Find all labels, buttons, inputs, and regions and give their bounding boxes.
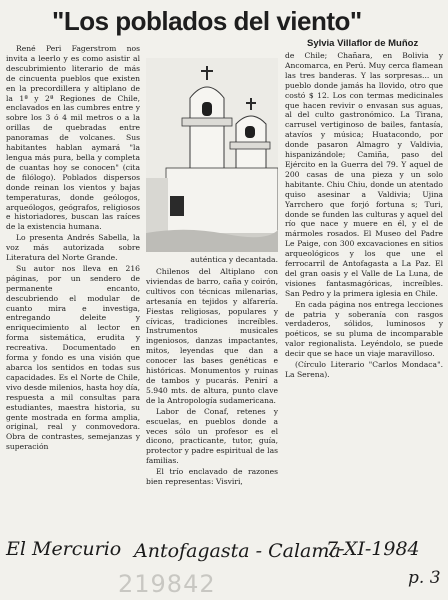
archive-stamp: 219842 xyxy=(118,570,216,598)
church-photo xyxy=(146,58,278,252)
paragraph: En cada página nos entrega lecciones de patria y soberanía con rasgos verdaderos, sólidos, luminosos y poéticos, se su pluma de incomparable valor regionalista. Leyéndolo, se puede decir que se hace un viaje maravilloso. xyxy=(285,299,443,359)
annotation-city: Antofagasta - Calama xyxy=(134,540,341,562)
paragraph: Chilenos del Altiplano con viviendas de barro, caña y coirón, cultivos con técnicas milenarias, artesanía en tejidos y alfarería. Fiestas religiosas, populares y cívicas, tradiciones increíbles. Instrumentos musicales ingeniosos, danzas impactantes, mitos, leyendas que dan a conocer las bases genéticas e históricas. Monumentos y ruinas de tambos y pucarás. Penirí a 5.940 mts. de altura, punto clave de la Antropología sudamericana. xyxy=(146,267,278,405)
paragraph: El trío enclavado de razones bien representas: Visviri, xyxy=(146,467,278,487)
text-column-1 xyxy=(6,44,140,534)
church-illustration xyxy=(146,58,278,252)
annotation-date: 7-XI-1984 xyxy=(326,538,420,560)
photo-caption: auténtica y decantada. xyxy=(190,255,278,264)
paragraph: Lo presenta Andrés Sabella, la voz más autorizada sobre Literatura del Norte Grande. xyxy=(6,233,140,263)
paragraph: Labor de Conaf, retenes y escuelas, en pueblos donde a veces sólo un profesor es el dicono, practicante, tutor, guía, protector y padre espiritual de las familias. xyxy=(146,406,278,466)
paragraph: Su autor nos lleva en 216 páginas, por un sendero de permanente encanto, descubriendo el modular de cuanto mira e investiga, entregando deleite y enriquecimiento al lector en forma sistemática, erudita y recreativa. Documentado en forma y fondo es una visión que abarca los sentidos en todas sus capacidades. Es el Norte de Chile, vivo desde milenios, hasta hoy día, respuesta a mil consultas para estudiantes, maestra historia, su gente mostrada en forma amplia, original, real y conmovedora. Obra de contrastes, semejanzas y superación xyxy=(6,263,140,452)
paragraph: René Peri Fagerstrom nos invita a leerlo y es como asistir al descubrimiento literario de más de cincuenta pueblos que existen en la precordillera y altiplano de la 1ª y 2ª Regiones de Chile, enclavados en las cumbres entre y sobre los 3 ó 4 mil metros o a la orillas de quebradas entre panoramas de volcanes. Sus habitantes hablan aymará "la lengua más pura, bella y completa de cuantas hoy se conocen" (cita de filólogo). Poblados dispersos donde reinan los vientos y bajas temperaturas, donde geólogos, arqueólogos, geógrafos, religiosos e historiadores, buscan las raíces de la existencia humana. xyxy=(6,44,140,232)
text-column-2 xyxy=(146,267,278,533)
article-byline: Sylvia Villaflor de Muñoz xyxy=(307,38,419,49)
annotation-newspaper: El Mercurio xyxy=(6,538,122,560)
article-headline: "Los poblados del viento" xyxy=(52,6,362,36)
annotation-page: p. 3 xyxy=(408,568,441,588)
paragraph: (Círculo Literario "Carlos Mondaca". La Serena). xyxy=(285,360,443,379)
handwritten-annotation xyxy=(6,536,442,566)
text-column-3 xyxy=(285,51,443,533)
paragraph: de Chile; Chañara, en Bolivia y Ancomarca, en Perú. Muy cerca flamean las tres banderas. Y las sorpresas... un pueblo donde jamás ha llovido, otro que costó $ 12. Los con termas medicinales que hacen revivir o envasan sus aguas, al del culto gastronómico. La Tirana, carrusel vertiginoso de bailes, fantasía, atavíos y música; Huatacondo, por donde pasaron Almagro y Valdivia, hispanizándole; Camiña, paso del Ejército en la Guerra del 79. Y aquel de 200 casas de una pieza y un solo habitante. Chiu Chiu, donde un atentado quiso asesinar a Valdivia; Ujina Yarrchero que forjó fortuna s; Turi, donde se funden las culturas y aquel del río que nace y muere en él, y el de mármoles rosados. El Museo del Padre Le Paige, con 300 excavaciones en sitios arqueológicos y los que une el ferrocarril de Antofagasta a La Paz. El del gran oasis y el Valle de La Luna, de visiones fantasmagóricas, increíbles. San Pedro y la primera iglesia en Chile. xyxy=(285,51,443,298)
